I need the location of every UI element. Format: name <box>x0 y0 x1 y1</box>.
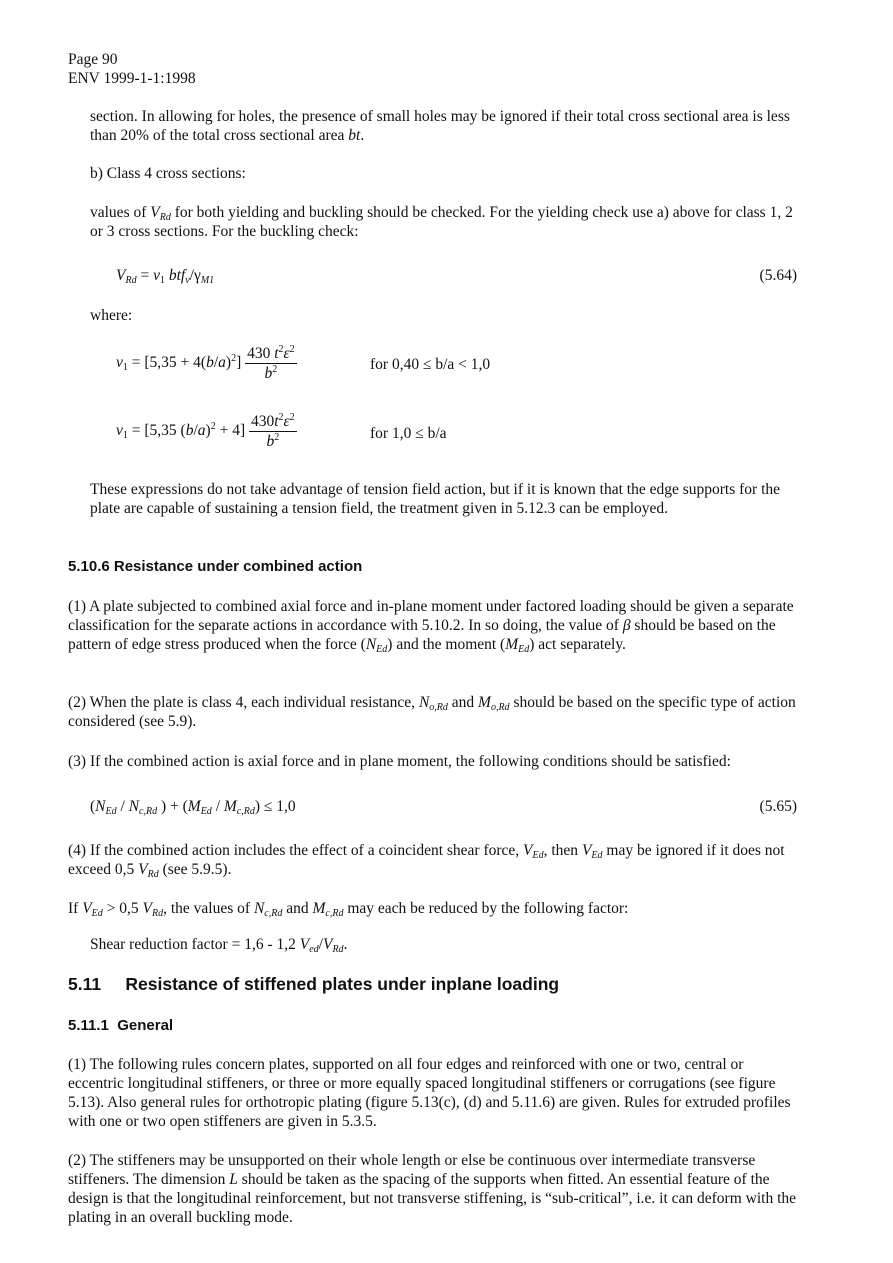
page-number: Page 90 <box>68 51 118 68</box>
s5106-paragraph-5: If $V_{Ed} > 0,5$ $V_{Rd}$, the values of $N_{c,Rd}$ and $M_{c,Rd}$ may each be reduced by the following factor: <box>68 900 629 919</box>
v1-formula-1: $v_1 = [5,35 + 4(b/a)^2]$ $\frac{430 t^2\varepsilon^2}{b^2}$ <box>116 343 295 382</box>
condition-1: for 0,40 ≤ b/a < 1,0 <box>370 356 491 373</box>
s511-paragraph-2: (2) The stiffeners may be unsupported on their whole length or else be continuous over intermediate transverse stiffeners. The dimension L should be taken as the spacing of the supports when fitted. An essential feature of the design is that the longitudinal reinforcement, but not transverse stiffening, is “sub-critical”, i.e. it can deform with the plating in an overall buckling mode. <box>68 1152 797 1226</box>
where-label: where: <box>90 307 133 324</box>
class4-heading: b) Class 4 cross sections: <box>90 165 246 182</box>
eq-number-5-64: (5.64) <box>759 267 797 284</box>
standard-reference: ENV 1999-1-1:1998 <box>68 70 196 87</box>
s5106-paragraph-3: (3) If the combined action is axial force and in plane moment, the following conditions should be satisfied: <box>68 753 731 770</box>
equation-5-64: $V_{Rd} = v_1$ $btf_v/\gamma_{M1}$ <box>116 267 215 286</box>
s5106-paragraph-2: (2) When the plate is class 4, each individual resistance, $N_{o,Rd}$ and $M_{o,Rd}$ should be based on the specific type of action considered (see 5.9). <box>68 694 796 730</box>
eq-rhs: ≤ 1,0 <box>263 798 296 815</box>
section-5-11-1-heading: 5.11.1 General <box>68 1017 174 1034</box>
tension-field-note: These expressions do not take advantage of tension field action, but if it is known that the edge supports for the plate are capable of sustaining a tension field, the treatment given in 5.12.3 can be employed. <box>90 481 781 517</box>
section-5-11-heading: 5.11 Resistance of stiffened plates under inplane loading <box>68 974 560 994</box>
s5106-paragraph-1: (1) A plate subjected to combined axial force and in-plane moment under factored loading should be given a separate classification for the separate actions in accordance with 5.10.2. In so doing, the value of β should be based on the pattern of edge stress produced when the force $(N_{Ed})$ and the moment $(M_{Ed})$ act separately. <box>68 598 794 655</box>
s5106-paragraph-6: Shear reduction factor = 1,6 - 1,2 $V_{ed}/V_{Rd}$. <box>90 936 348 955</box>
class4-text: values of $V_{Rd}$ for both yielding and buckling should be checked. For the yielding check use a) above for class 1, 2 or 3 cross sections. For the buckling check: <box>90 204 793 240</box>
eq-number-5-65: (5.65) <box>759 798 797 815</box>
condition-2: for 1,0 ≤ b/a <box>370 425 447 442</box>
v1-formula-2: $v_1 = [5,35$ $(b/a)^2 + 4$] $\frac{430t^2\varepsilon^2}{b^2}$ <box>116 411 295 450</box>
s511-paragraph-1: (1) The following rules concern plates, supported on all four edges and reinforced with one or two, central or eccentric longitudinal stiffeners, or three or more equally spaced longitudinal stiffeners or corrugations (see figure 5.13). Also general rules for orthotropic plating (figure 5.13(c), (d) and 5.11.6) are given. Rules for extruded profiles with one or two open stiffeners are given in 5.3.5. <box>68 1056 791 1130</box>
equation-5-65: ($N_{Ed} / N_{c,Rd}$ ) + $(M_{Ed} / M_{c,Rd}) \le 1,0$ <box>90 798 296 817</box>
s5106-paragraph-4: (4) If the combined action includes the effect of a coincident shear force, $V_{Ed}$, then $V_{Ed}$ may be ignored if it does not exceed 0,5 $V_{Rd}$ (see 5.9.5). <box>68 842 785 880</box>
intro-paragraph: section. In allowing for holes, the presence of small holes may be ignored if their total cross sectional area is less than 20% of the total cross sectional area bt. <box>90 108 790 144</box>
section-5-10-6-heading: 5.10.6 Resistance under combined action <box>68 558 363 575</box>
